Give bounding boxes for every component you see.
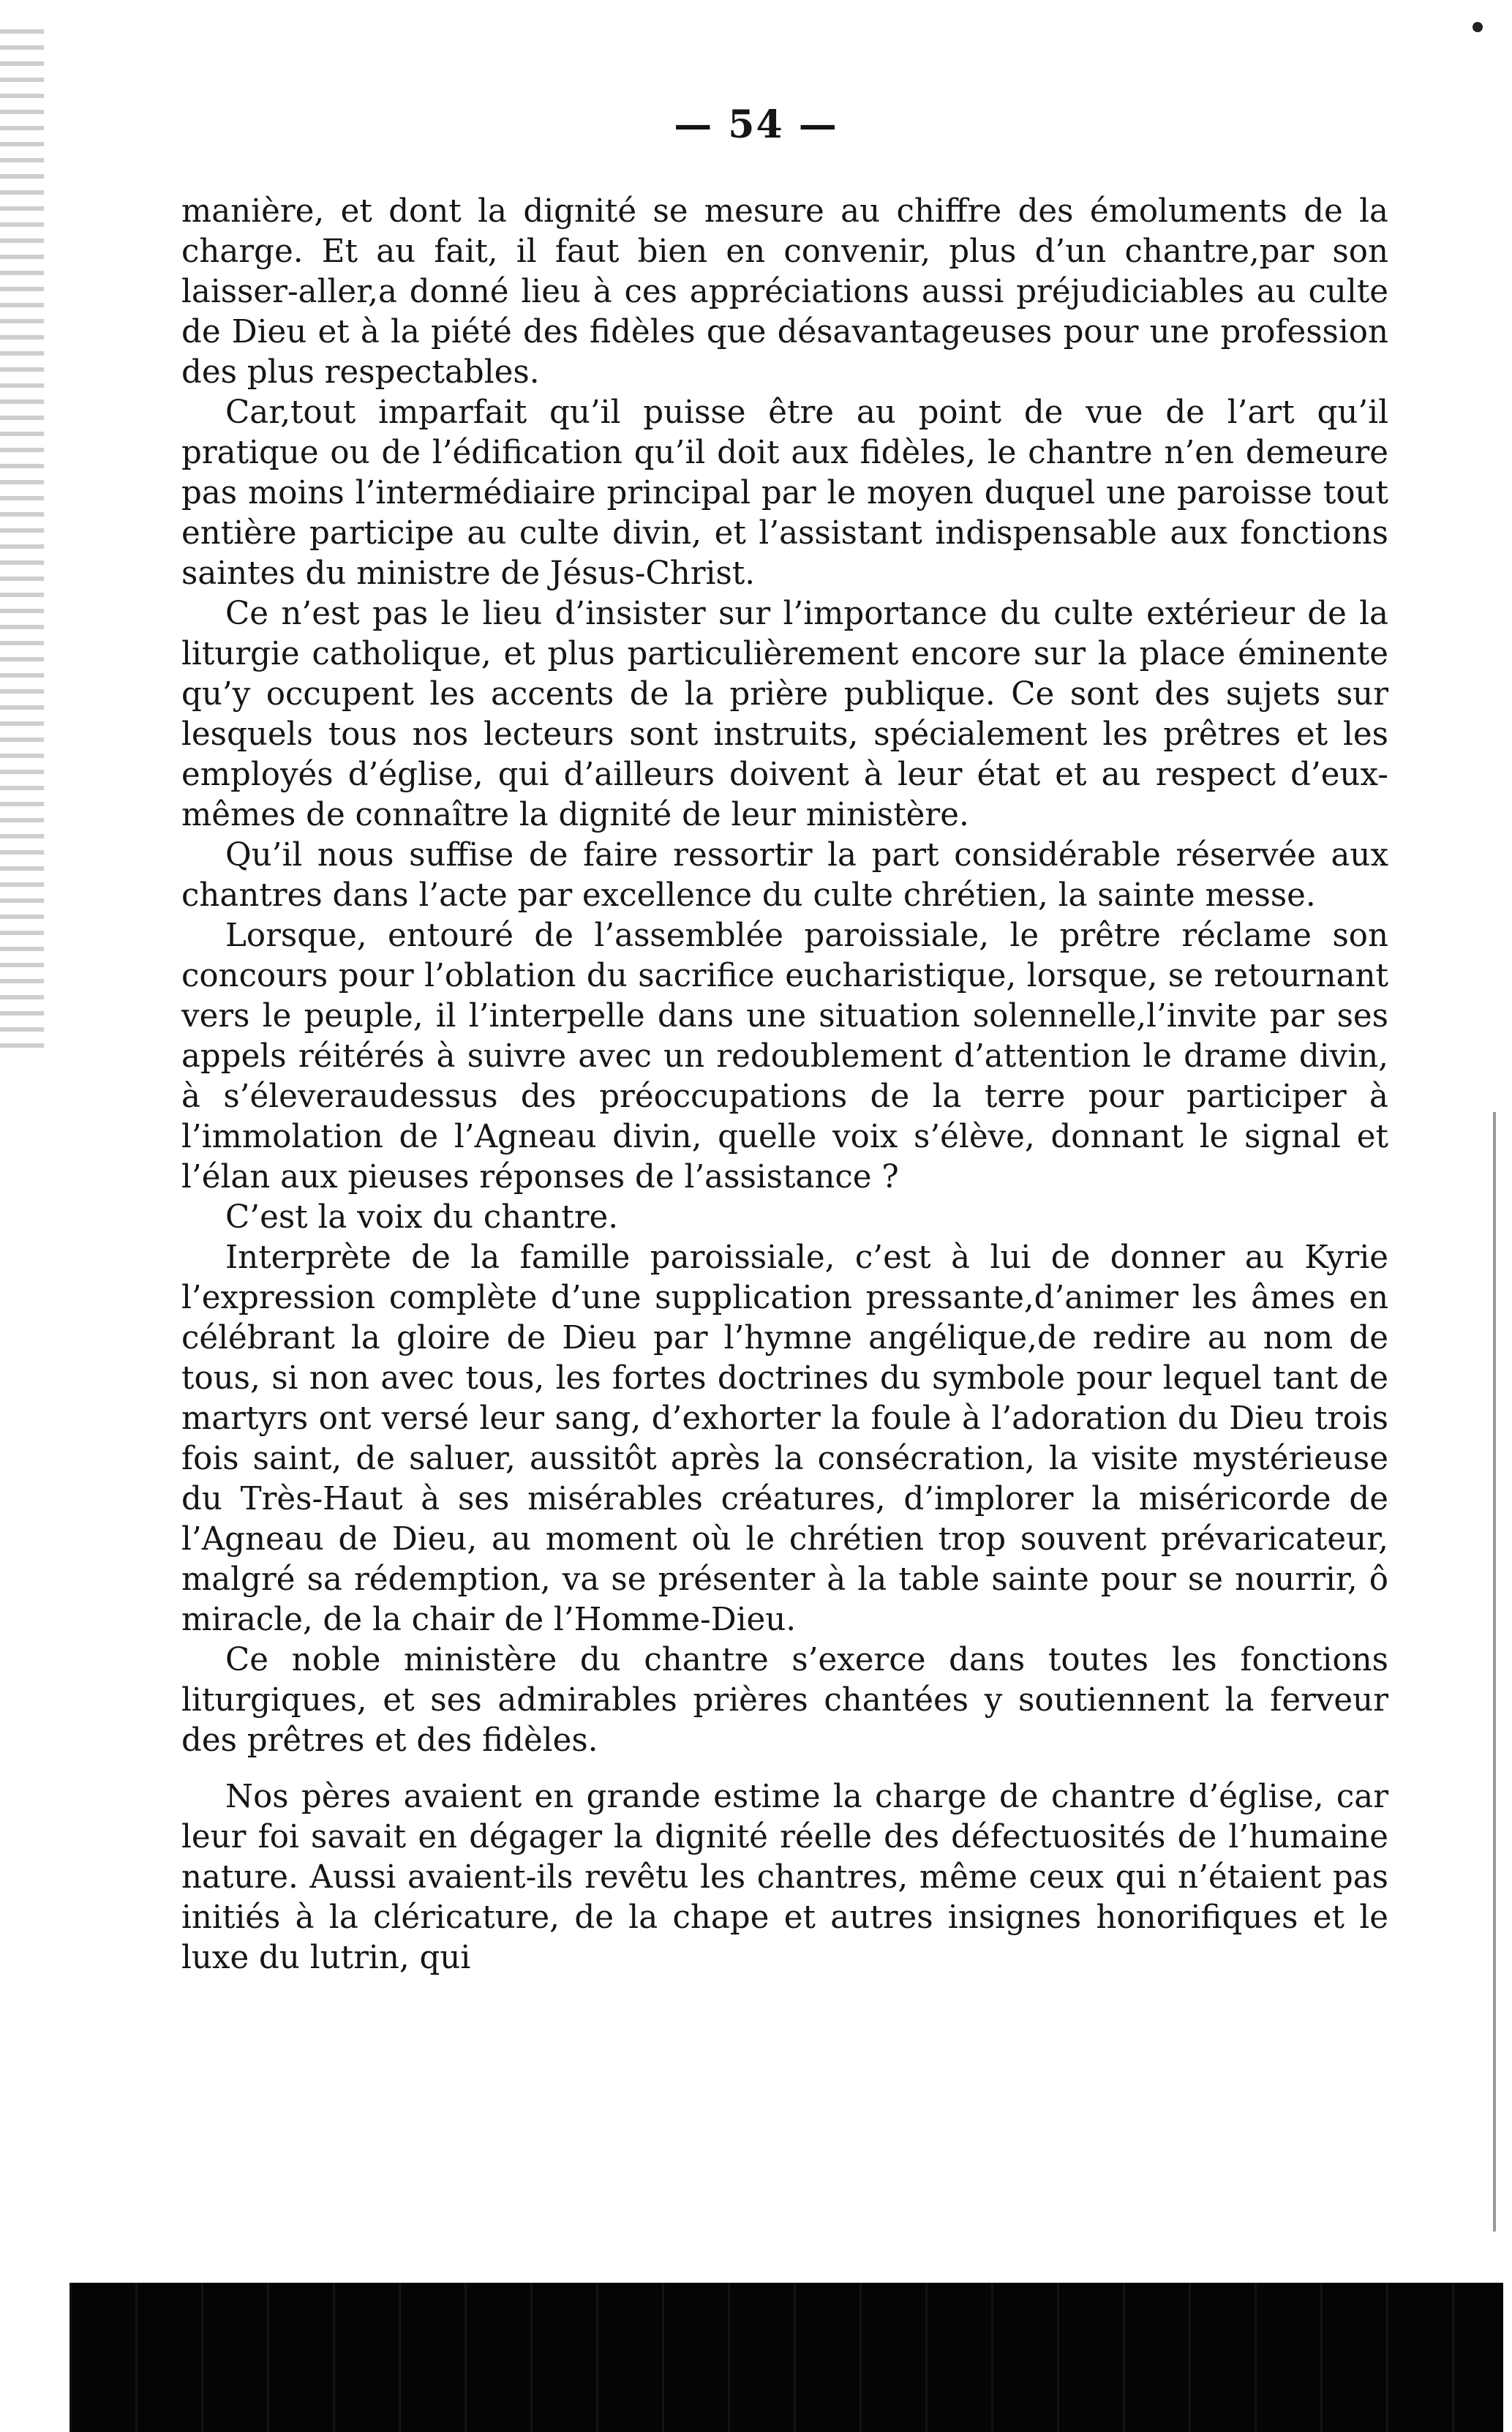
paragraph-6: C’est la voix du chantre. xyxy=(225,1199,619,1236)
paragraph-1: manière, et dont la dignité se mesure au chiffre des émoluments de la charge. Et au fait, il faut bien en convenir, plus d’un chantre,par son laisser-aller,a donné lieu à ces appréciations aussi préjudiciables au culte de Dieu et à la piété des fidèles que désavantageuses pour une profession des plus respectables. xyxy=(181,193,1388,391)
page-number: — 54 — xyxy=(674,102,838,147)
scan-edge-line xyxy=(1493,1112,1496,2232)
paragraph-8: Ce noble ministère du chantre s’exerce dans toutes les fonctions liturgiques, et ses admirables prières chantées y soutiennent la ferveur des prêtres et des fidèles. xyxy=(181,1642,1388,1759)
paragraph-7: Interprète de la famille paroissiale, c’est à lui de donner au Kyrie l’expression complète d’une supplication pressante,d’animer les âmes en célébrant la gloire de Dieu par l’hymne angélique,de redire au nom de tous, si non avec tous, les fortes doctrines du symbole pour lequel tant de martyrs ont versé leur sang, d’exhorter la foule à l’adoration du Dieu trois fois saint, de saluer, aussitôt après la consécration, la visite mystérieuse du Très-Haut à ses misérables créatures, d’implorer la miséricorde de l’Agneau de Dieu, au moment où le chrétien trop souvent prévaricateur, malgré sa rédemption, va se présenter à la table sainte pour se nourrir, ô miracle, de la chair de l’Homme-Dieu. xyxy=(181,1239,1388,1638)
scan-bottom-border xyxy=(69,2283,1503,2432)
paragraph-4: Qu’il nous suffise de faire ressortir la part considérable réservée aux chantres dans l’acte par excellence du culte chrétien, la sainte messe. xyxy=(181,837,1388,914)
scan-border-noise xyxy=(69,2283,1503,2432)
paragraph-3: Ce n’est pas le lieu d’insister sur l’importance du culte extérieur de la liturgie catholique, et plus particulièrement encore sur la place éminente qu’y occupent les accents de la prière publique. Ce sont des sujets sur lesquels tous nos lecteurs sont instruits, spécialement les prêtres et les employés d’église, qui d’ailleurs doivent à leur état et au respect d’eux-mêmes de connaître la dignité de leur ministère. xyxy=(181,596,1388,833)
paragraph-5: Lorsque, entouré de l’assemblée paroissiale, le prêtre réclame son concours pour l’oblation du sacrifice eucharistique, lorsque, se retournant vers le peuple, il l’interpelle dans une situation solennelle,l’invite par ses appels réitérés à suivre avec un redoublement d’attention le drame divin, à s’éleveraudessus des préoccupations de la terre pour participer à l’immolation de l’Agneau divin, quelle voix s’élève, donnant le signal et l’élan aux pieuses réponses de l’assistance ? xyxy=(181,917,1388,1196)
scan-edge-noise xyxy=(0,29,44,1054)
paragraph-9: Nos pères avaient en grande estime la charge de chantre d’église, car leur foi savait en dégager la dignité réelle des défectuosités de l’humaine nature. Aussi avaient-ils revêtu les chantres, même ceux qui n’étaient pas initiés à la cléricature, de la chape et autres insignes honorifiques et le luxe du lutrin, qui xyxy=(181,1779,1388,1976)
ink-spot xyxy=(1472,22,1483,32)
body-text xyxy=(181,192,1388,1978)
paragraph-2: Car,tout imparfait qu’il puisse être au point de vue de l’art qu’il pratique ou de l’édification qu’il doit aux fidèles, le chantre n’en demeure pas moins l’intermédiaire principal par le moyen duquel une paroisse tout entière participe au culte divin, et l’assistant indispensable aux fonctions saintes du ministre de Jésus-Christ. xyxy=(181,394,1388,592)
